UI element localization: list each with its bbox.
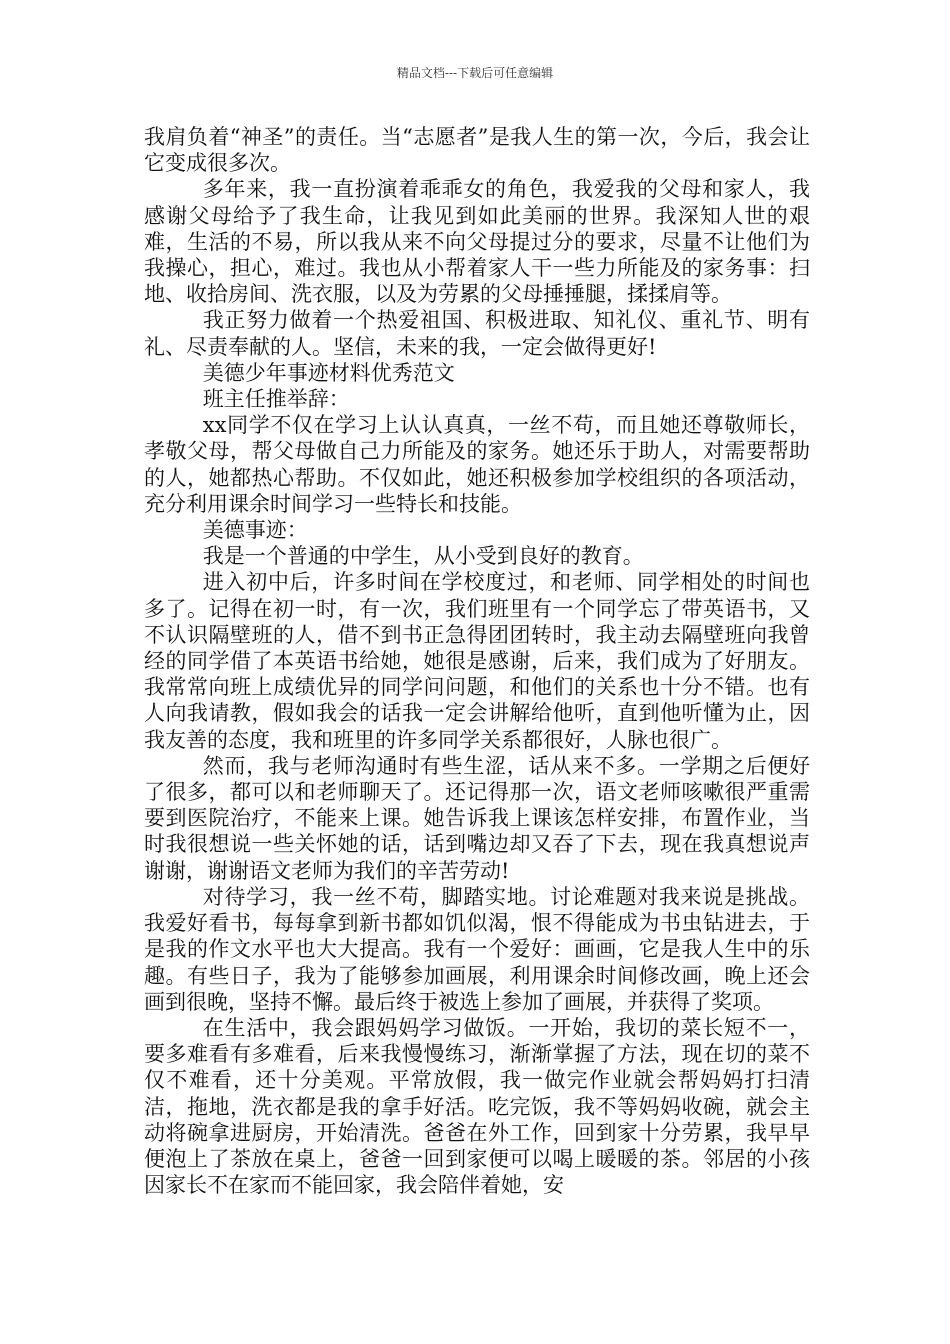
paragraph-life: 在生活中，我会跟妈妈学习做饭。一开始，我切的菜长短不一，要多难看有多难看，后来我慢慢练习，渐渐掌握了方法，现在切的菜不仅不难看，还十分美观。平常放假，我一做完作业就会帮妈妈打扫清洁，拖地，洗衣都是我的拿手好活。吃完饭，我不等妈妈收碗，就会主动将碗拿进厨房，开始清洗。爸爸在外工作，回到家十分劳累，我早早便泡上了茶放在桌上，爸爸一回到家便可以喝上暖暖的茶。邻居的小孩因家长不在家而不能回家，我会陪伴着她，安: [144, 1015, 810, 1198]
recommendation-heading: 班主任推举辞：: [202, 387, 350, 412]
section-title: 美德少年事迹材料优秀范文: [202, 360, 455, 385]
document-body: [144, 124, 810, 1198]
paragraph-1: 我肩负着“神圣”的责任。当“志愿者”是我人生的第一次，今后，我会让它变成很多次。: [144, 125, 810, 176]
paragraph-intro: 我是一个普通的中学生，从小受到良好的教育。: [202, 544, 644, 569]
paragraph-3: 我正努力做着一个热爱祖国、积极进取、知礼仪、重礼节、明有礼、尽责奉献的人。坚信，未来的我，一定会做得更好!: [144, 308, 810, 359]
paragraph-2: 多年来，我一直扮演着乖乖女的角色，我爱我的父母和家人，我感谢父母给予了我生命，让我见到如此美丽的世界。我深知人世的艰难，生活的不易，所以我从来不向父母提过分的要求，尽量不让他们为我操心，担心，难过。我也从小帮着家人干一些力所能及的家务事：扫地、收拾房间、洗衣服，以及为劳累的父母捶捶腿，揉揉肩等。: [144, 177, 810, 307]
paragraph-study: 对待学习，我一丝不苟，脚踏实地。讨论难题对我来说是挑战。我爱好看书，每每拿到新书都如饥似渴，恨不得能成为书虫钻进去，于是我的作文水平也大大提高。我有一个爱好：画画，它是我人生中的乐趣。有些日子，我为了能够参加画展，利用课余时间修改画，晚上还会画到很晚，坚持不懈。最后终于被选上参加了画展，并获得了奖项。: [144, 884, 810, 1014]
recommendation-text: xx同学不仅在学习上认认真真，一丝不苟，而且她还尊敬师长，孝敬父母，帮父母做自己力所能及的家务。她还乐于助人，对需要帮助的人，她都热心帮助。不仅如此，她还积极参加学校组织的各项活动，充分利用课余时间学习一些特长和技能。: [144, 413, 810, 516]
deeds-heading: 美德事迹：: [202, 518, 308, 543]
paragraph-teacher: 然而，我与老师沟通时有些生涩，话从来不多。一学期之后便好了很多，都可以和老师聊天了。还记得那一次，语文老师咳嗽很严重需要到医院治疗，不能来上课。她告诉我上课该怎样安排，布置作业，当时我很想说一些关怀她的话，话到嘴边却又吞了下去，现在我真想说声谢谢，谢谢语文老师为我们的辛苦劳动!: [144, 753, 810, 883]
paragraph-school: 进入初中后，许多时间在学校度过，和老师、同学相处的时间也多了。记得在初一时，有一次，我们班里有一个同学忘了带英语书，又不认识隔壁班的人，借不到书正急得团团转时，我主动去隔壁班向我曾经的同学借了本英语书给她，她很是感谢，后来，我们成为了好朋友。我常常向班上成绩优异的同学问问题，和他们的关系也十分不错。也有人向我请教，假如我会的话我一定会讲解给他听，直到他听懂为止，因我友善的态度，我和班里的许多同学关系都很好，人脉也很广。: [144, 570, 810, 752]
page-header: 精品文档---下载后可任意编辑: [396, 66, 554, 80]
